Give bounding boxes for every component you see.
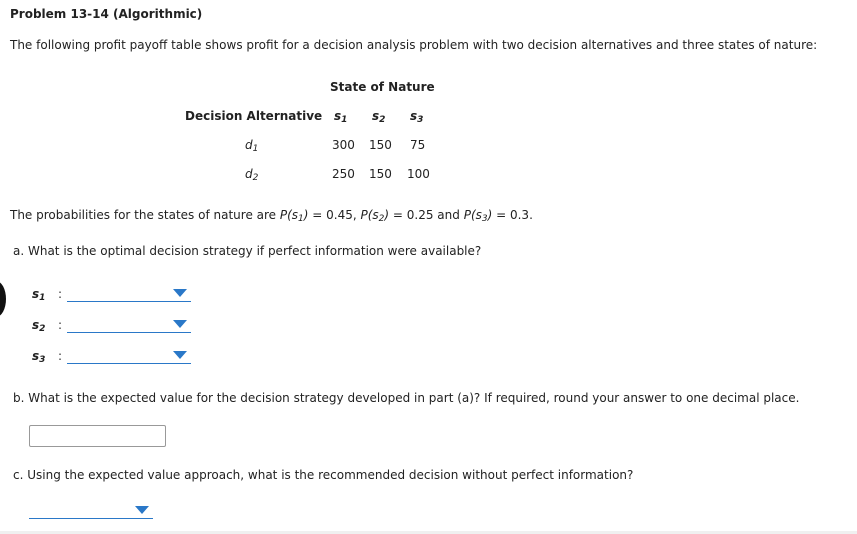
table-cell: 300 [332, 138, 355, 152]
chevron-down-icon [135, 506, 149, 514]
strategy-label-s3: $s_3$ [32, 349, 46, 365]
question-a: a. What is the optimal decision strategy if perfect information were available? [13, 244, 482, 258]
decision-alternative-header: Decision Alternative [185, 109, 323, 123]
problem-title: Problem 13-14 (Algorithmic) [10, 7, 203, 21]
strategy-dropdown-s1[interactable] [67, 287, 191, 302]
strategy-dropdown-s2[interactable] [67, 318, 191, 333]
question-c: c. Using the expected value approach, what is the recommended decision without perfect information? [13, 468, 634, 482]
recommended-decision-dropdown[interactable] [29, 504, 153, 519]
expected-value-input[interactable] [29, 425, 166, 447]
colon: : [58, 287, 63, 301]
decision-label-2: $d_2$ [245, 167, 259, 183]
state-header-3: $s_3$ [410, 109, 424, 125]
intro-text: The following profit payoff table shows profit for a decision analysis problem with two decision alternatives and three states of nature: [10, 38, 818, 52]
table-cell: 75 [410, 138, 426, 152]
strategy-dropdown-s3[interactable] [67, 349, 191, 364]
chevron-down-icon [173, 351, 187, 359]
decision-label-1: $d_1$ [245, 138, 259, 154]
state-header-2: $s_2$ [372, 109, 386, 125]
side-tab-indicator [0, 281, 6, 317]
table-cell: 150 [369, 167, 392, 181]
state-of-nature-header: State of Nature [330, 80, 435, 94]
colon: : [58, 318, 63, 332]
probabilities-text: The probabilities for the states of nature are $P(s_1) = 0.45$, $P(s_2) = 0.25$ and $P(s_3) = 0.3$. [10, 208, 533, 224]
chevron-down-icon [173, 289, 187, 297]
strategy-label-s2: $s_2$ [32, 318, 46, 334]
strategy-label-s1: $s_1$ [32, 287, 46, 303]
table-cell: 150 [369, 138, 392, 152]
chevron-down-icon [173, 320, 187, 328]
question-b: b. What is the expected value for the decision strategy developed in part (a)? If required, round your answer to one decimal place. [13, 391, 800, 405]
state-header-1: $s_1$ [334, 109, 348, 125]
table-cell: 250 [332, 167, 355, 181]
colon: : [58, 349, 63, 363]
table-cell: 100 [407, 167, 430, 181]
